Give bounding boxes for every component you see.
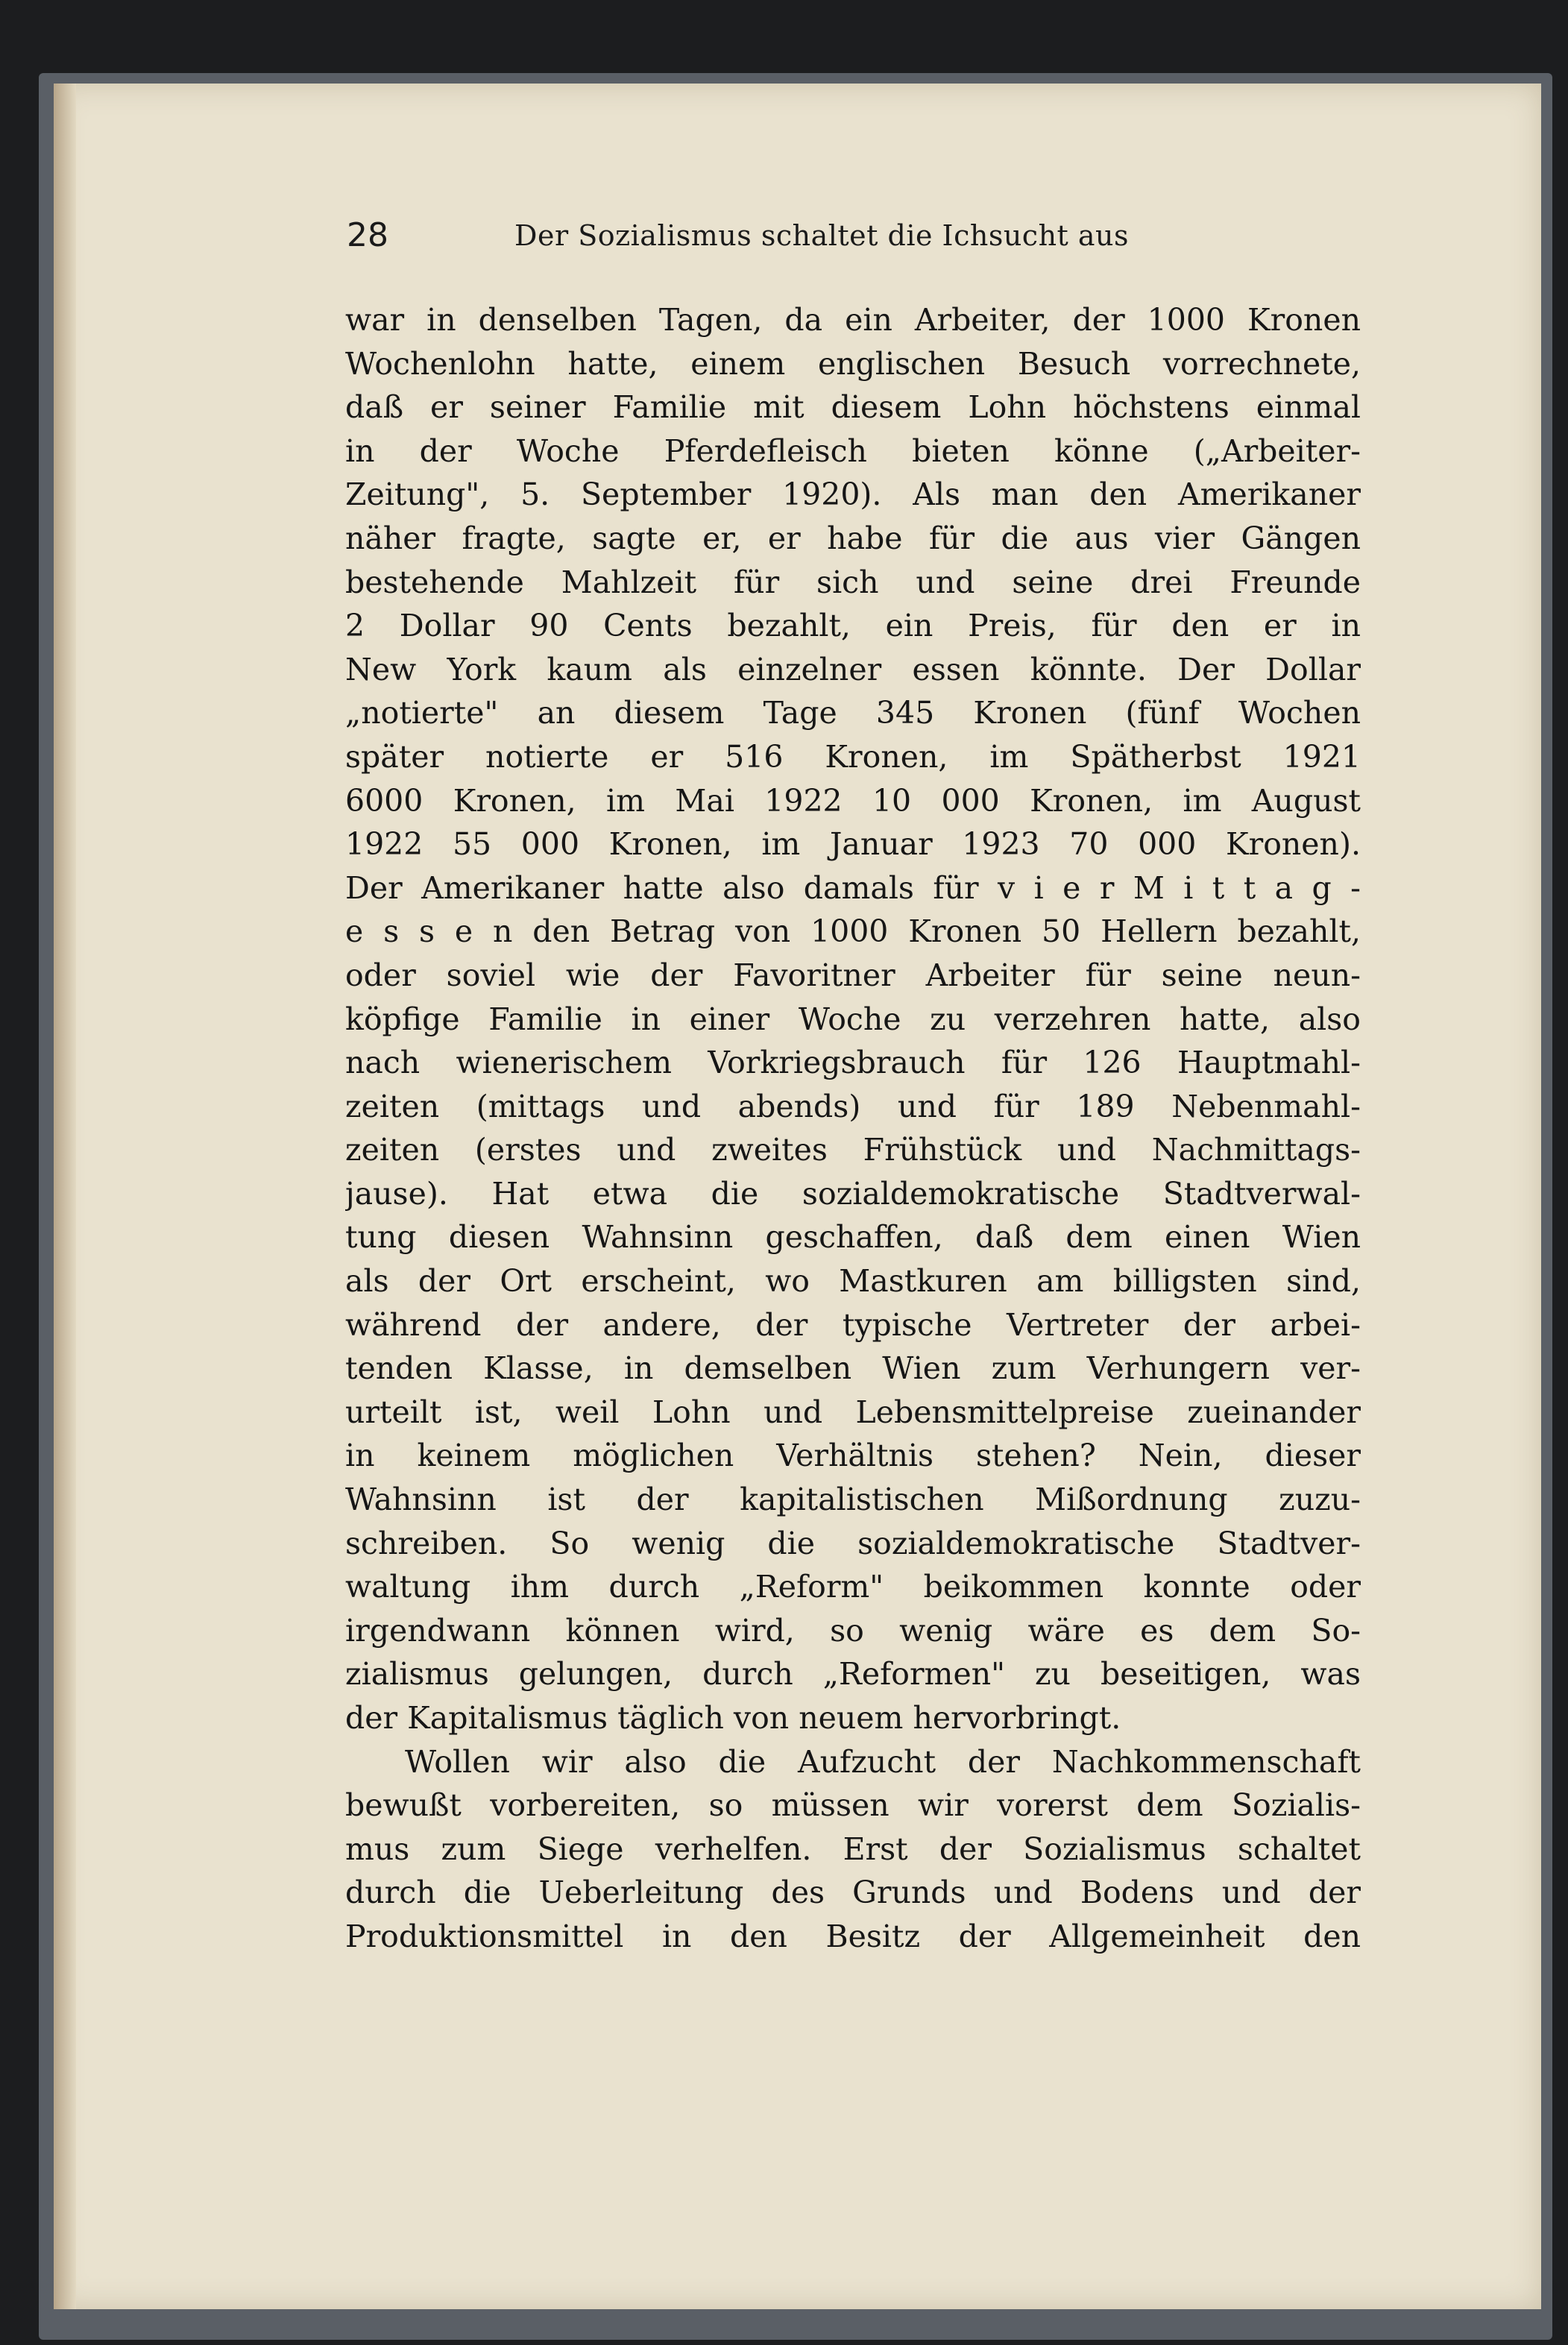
text-line: e s s e n den Betrag von 1000 Kronen 50 Hellern bezahlt, xyxy=(345,913,1361,950)
running-head xyxy=(347,216,1361,261)
text-line: während der andere, der typische Vertreter der arbei- xyxy=(345,1306,1361,1343)
text-line: später notierte er 516 Kronen, im Spätherbst 1921 xyxy=(345,738,1361,775)
text-line: waltung ihm durch „Reform" beikommen konnte oder xyxy=(345,1569,1361,1605)
page-number: 28 xyxy=(347,216,388,254)
paragraph-2 xyxy=(345,1740,1361,1959)
text-line: tung diesen Wahnsinn geschaffen, daß dem einen Wien xyxy=(345,1219,1361,1256)
text-line: zeiten (erstes und zweites Frühstück und Nachmittags- xyxy=(345,1132,1361,1168)
paragraph-1 xyxy=(345,298,1361,1740)
running-head-title: Der Sozialismus schaltet die Ichsucht aus xyxy=(514,219,1130,252)
text-line: in der Woche Pferdefleisch bieten könne („Arbeiter- xyxy=(345,432,1361,469)
text-line: oder soviel wie der Favoritner Arbeiter für seine neun- xyxy=(345,957,1361,993)
text-line: urteilt ist, weil Lohn und Lebensmittelpreise zueinander xyxy=(345,1394,1361,1430)
text-line: der Kapitalismus täglich von neuem hervorbringt. xyxy=(345,1700,1121,1736)
text-line: Wahnsinn ist der kapitalistischen Mißordnung zuzu- xyxy=(345,1482,1361,1518)
text-line: jause). Hat etwa die sozialdemokratische Stadtverwal- xyxy=(345,1175,1361,1212)
text-line: irgendwann können wird, so wenig wäre es dem So- xyxy=(345,1612,1361,1649)
text-line: 1922 55 000 Kronen, im Januar 1923 70 000 Kronen). xyxy=(345,826,1361,863)
text-line: bestehende Mahlzeit für sich und seine drei Freunde xyxy=(345,564,1361,600)
text-line: durch die Ueberleitung des Grunds und Bodens und der xyxy=(345,1875,1361,1911)
text-line: Zeitung", 5. September 1920). Als man den Amerikaner xyxy=(345,476,1361,513)
text-line: 2 Dollar 90 Cents bezahlt, ein Preis, für den er in xyxy=(345,608,1361,644)
text-line: Der Amerikaner hatte also damals für v i e r M i t t a g - xyxy=(345,869,1361,906)
text-line: Produktionsmittel in den Besitz der Allgemeinheit den xyxy=(345,1918,1361,1954)
text-line: als der Ort erscheint, wo Mastkuren am billigsten sind, xyxy=(345,1263,1361,1300)
text-line: 6000 Kronen, im Mai 1922 10 000 Kronen, im August xyxy=(345,782,1361,819)
text-line: „notierte" an diesem Tage 345 Kronen (fünf Wochen xyxy=(345,695,1361,731)
text-line: nach wienerischem Vorkriegsbrauch für 126 Hauptmahl- xyxy=(345,1045,1361,1081)
text-line: schreiben. So wenig die sozialdemokratische Stadtver- xyxy=(345,1525,1361,1561)
text-line: Wochenlohn hatte, einem englischen Besuch vorrechnete, xyxy=(345,345,1361,382)
text-line: tenden Klasse, in demselben Wien zum Verhungern ver- xyxy=(345,1350,1361,1387)
text-line: Wollen wir also die Aufzucht der Nachkommenschaft xyxy=(405,1743,1361,1780)
page-gutter-shadow xyxy=(54,84,76,2309)
text-line: bewußt vorbereiten, so müssen wir vorerst dem Sozialis- xyxy=(345,1787,1361,1824)
text-line: zialismus gelungen, durch „Reformen" zu beseitigen, was xyxy=(345,1656,1361,1693)
text-line: war in denselben Tagen, da ein Arbeiter, der 1000 Kronen xyxy=(345,302,1361,338)
text-line: näher fragte, sagte er, er habe für die aus vier Gängen xyxy=(345,520,1361,556)
text-line: New York kaum als einzelner essen könnte. Der Dollar xyxy=(345,651,1361,687)
text-line: köpfige Familie in einer Woche zu verzehren hatte, also xyxy=(345,1001,1361,1037)
text-line: in keinem möglichen Verhältnis stehen? Nein, dieser xyxy=(345,1438,1361,1474)
text-line: zeiten (mittags und abends) und für 189 Nebenmahl- xyxy=(345,1088,1361,1124)
text-line: mus zum Siege verhelfen. Erst der Sozialismus schaltet xyxy=(345,1831,1361,1867)
body-text xyxy=(345,298,1361,1959)
text-line: daß er seiner Familie mit diesem Lohn höchstens einmal xyxy=(345,389,1361,426)
